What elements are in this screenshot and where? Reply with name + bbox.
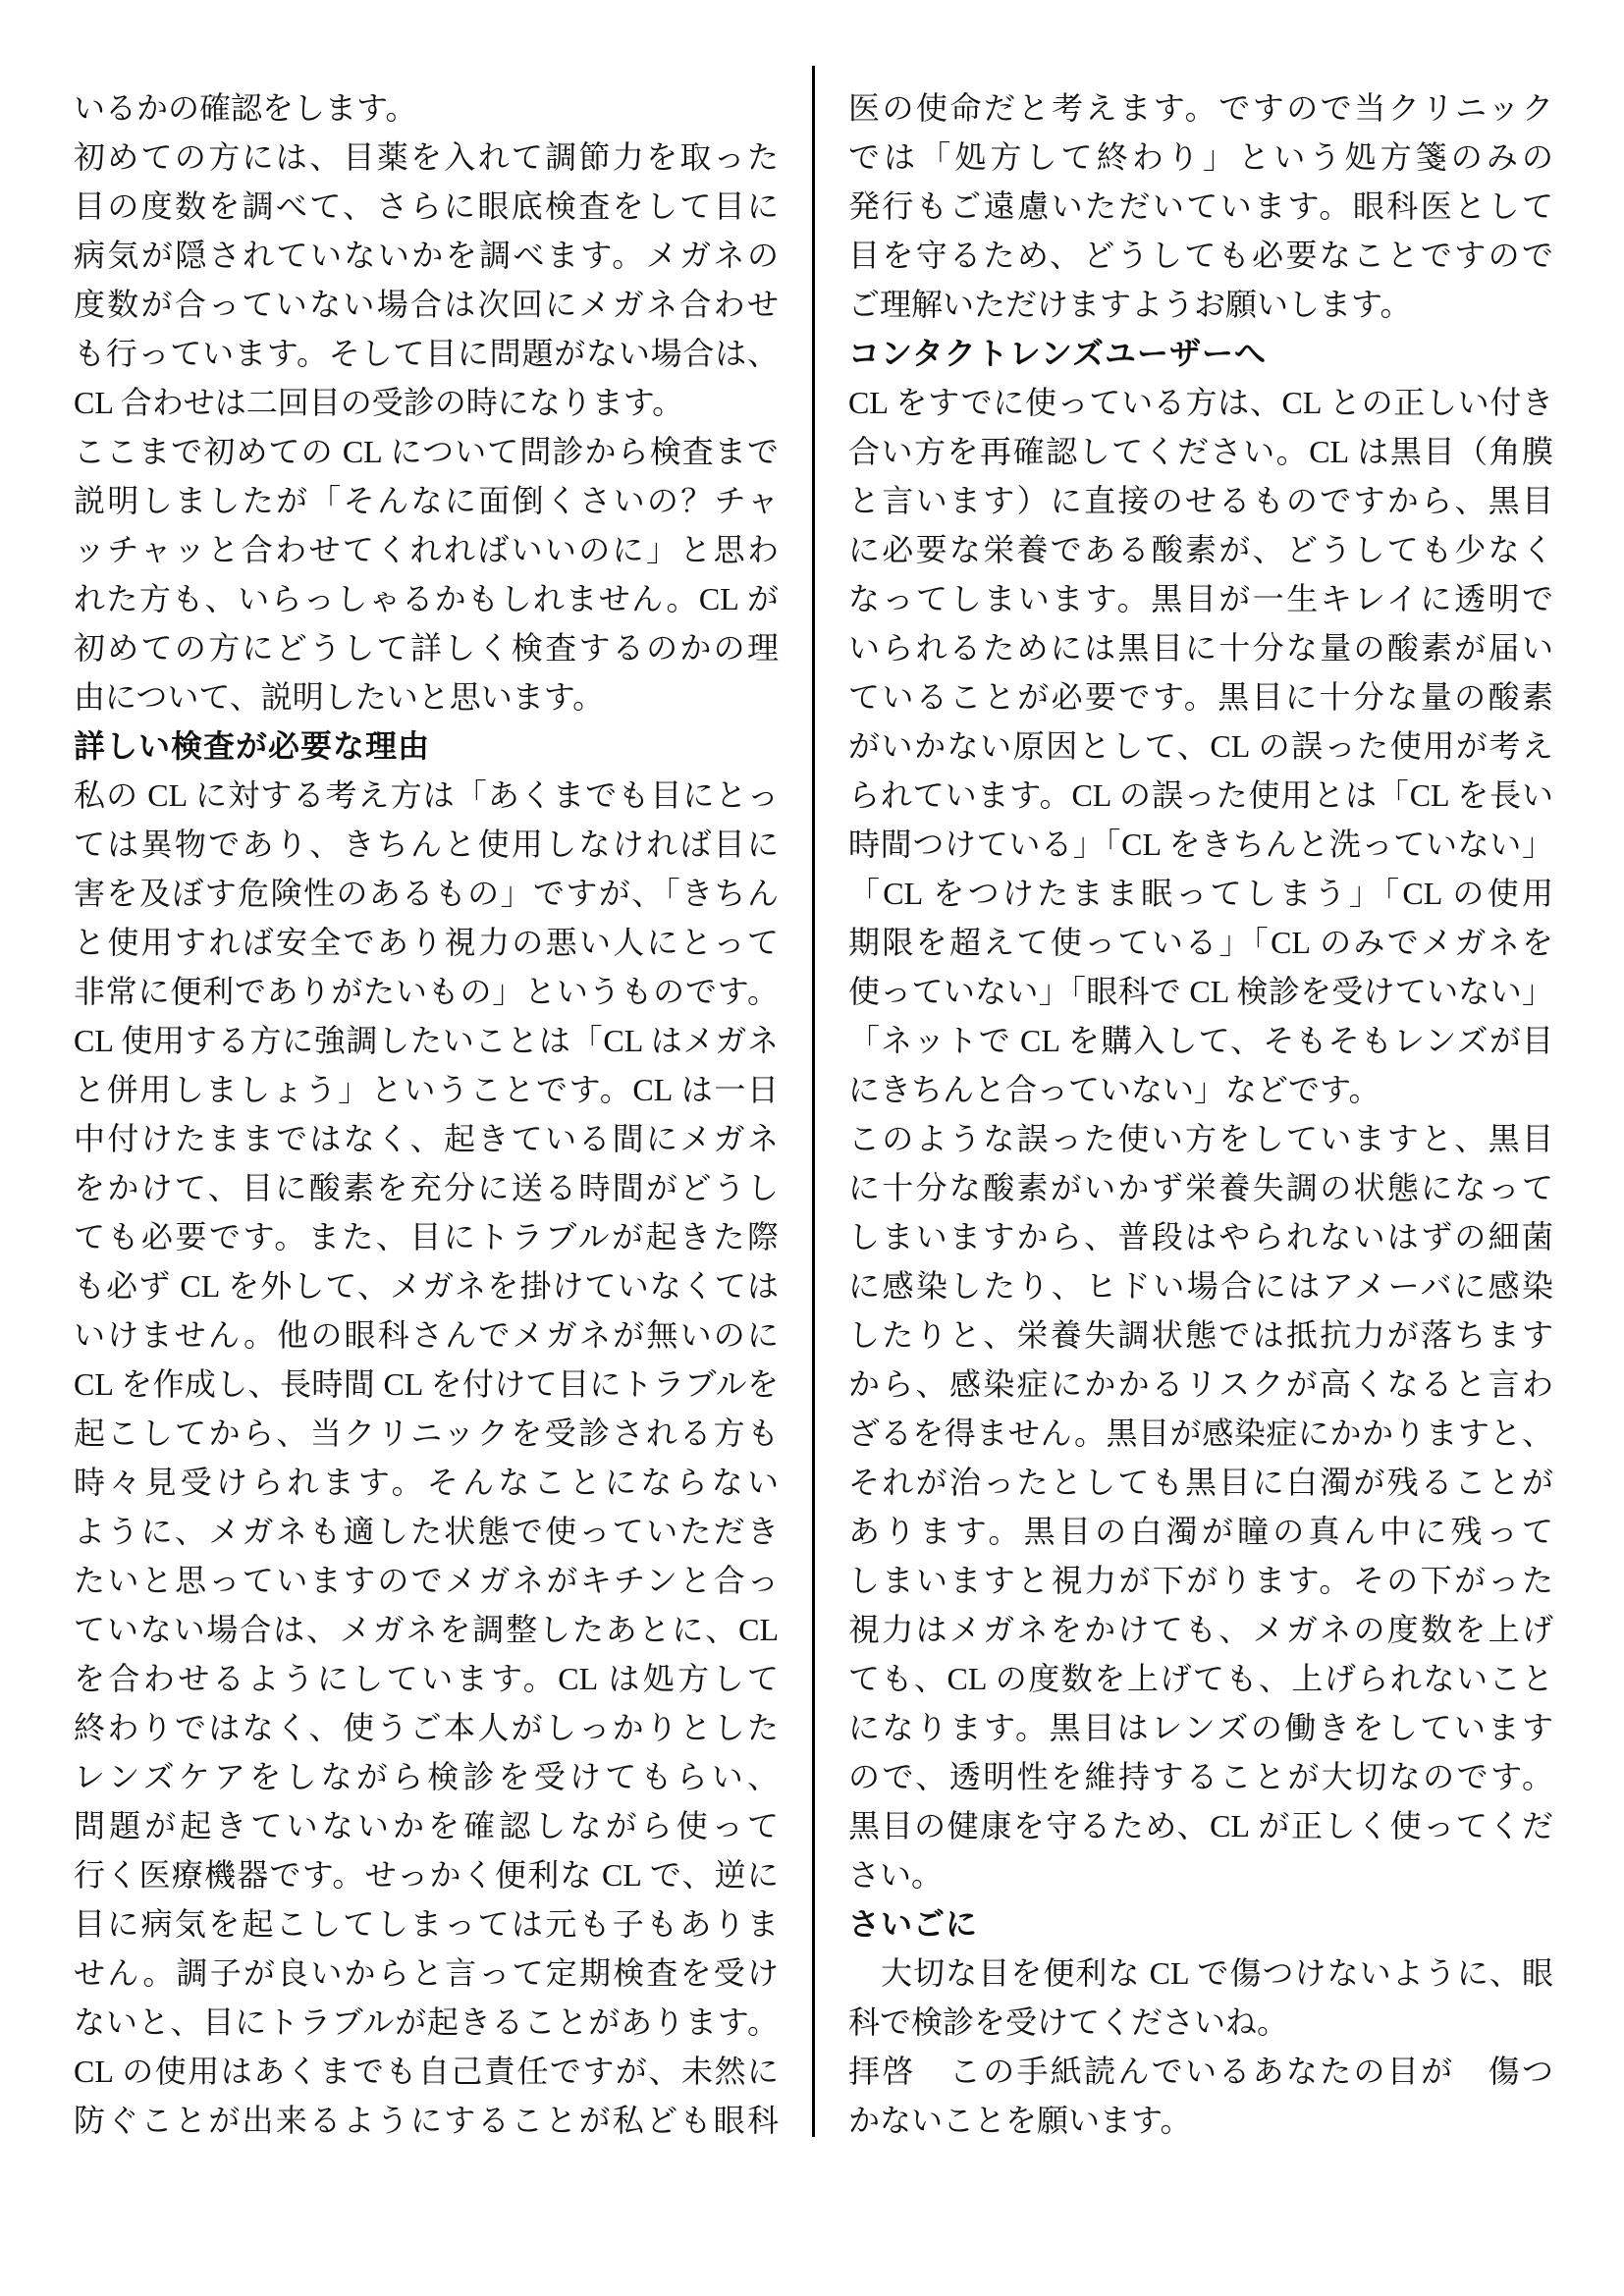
text-line: 由について、説明したいと思います。 <box>74 679 605 715</box>
text-line: 合い方を再確認してください。CL は黒目（角膜 <box>848 434 1553 469</box>
text-line: レンズケアをしながら検診を受けてもらい、 <box>74 1759 779 1794</box>
text-line: ても、CL の度数を上げても、上げられないこと <box>848 1661 1553 1696</box>
text-line: 害を及ぼす危険性のあるもの」ですが、「きちん <box>74 876 779 911</box>
section-heading: 詳しい検査が必要な理由 <box>74 728 431 764</box>
text-line: 問題が起きていないかを確認しながら使って <box>74 1808 779 1843</box>
text-line: したりと、栄養失調状態では抵抗力が落ちます <box>848 1317 1553 1353</box>
text-line: 拝啓 この手紙読んでいるあなたの目が 傷つ <box>848 2054 1553 2089</box>
text-line: このような誤った使い方をしていますと、黒目 <box>848 1121 1553 1156</box>
text-line: 黒目の健康を守るため、CL が正しく使ってくだ <box>848 1808 1553 1843</box>
text-line: CL を作成し、長時間 CL を付けて目にトラブルを <box>74 1366 779 1402</box>
text-line: も行っています。そして目に問題がない場合は、 <box>74 336 779 371</box>
text-line: 発行もご遠慮いただいています。眼科医として <box>848 188 1553 224</box>
text-line: 時々見受けられます。そんなことにならない <box>74 1465 779 1500</box>
text-line: CL の使用はあくまでも自己責任ですが、未然に <box>74 2054 779 2089</box>
text-line: れた方も、いらっしゃるかもしれません。CL が <box>74 581 779 616</box>
text-line: に十分な酸素がいかず栄養失調の状態になって <box>848 1170 1553 1205</box>
text-line: も必ず CL を外して、メガネを掛けていなくては <box>74 1268 779 1304</box>
text-line: 使っていない」「眼科で CL 検診を受けていない」 <box>848 974 1553 1009</box>
text-line: たいと思っていますのでメガネがキチンと合っ <box>74 1563 779 1598</box>
text-line: 医の使命だと考えます。ですので当クリニック <box>848 90 1553 126</box>
text-line: 終わりではなく、使うご本人がしっかりとした <box>74 1710 779 1745</box>
text-line: ていることが必要です。黒目に十分な量の酸素 <box>848 679 1553 715</box>
text-line: 科で検診を受けてくださいね。 <box>848 2004 1289 2040</box>
text-line: ても必要です。また、目にトラブルが起きた際 <box>74 1219 779 1255</box>
text-line: さい。 <box>848 1857 944 1893</box>
text-line: いられるためには黒目に十分な量の酸素が届い <box>848 630 1553 666</box>
text-line: 防ぐことが出来るようにすることが私ども眼科 <box>74 2103 779 2138</box>
text-line: 度数が合っていない場合は次回にメガネ合わせ <box>74 287 779 322</box>
text-line: と使用すれば安全であり視力の悪い人にとって <box>74 925 779 960</box>
text-line: ないと、目にトラブルが起きることがあります。 <box>74 2004 779 2040</box>
text-line: にきちんと合っていない」などです。 <box>848 1072 1380 1107</box>
text-line: 「ネットで CL を購入して、そもそもレンズが目 <box>848 1023 1553 1058</box>
text-line: になります。黒目はレンズの働きをしています <box>848 1710 1553 1745</box>
text-line: 初めての方には、目薬を入れて調節力を取った <box>74 139 779 175</box>
text-line: では「処方して終わり」という処方箋のみの <box>848 139 1553 175</box>
text-line: ざるを得ません。黒目が感染症にかかりますと、 <box>848 1415 1553 1451</box>
section-heading: さいごに <box>848 1906 979 1942</box>
text-line: いるかの確認をします。 <box>74 90 417 126</box>
text-line: 説明しましたが「そんなに面倒くさいの？チャ <box>74 483 779 518</box>
text-line: 病気が隠されていないかを調べます。メガネの <box>74 238 779 273</box>
text-line: ては異物であり、きちんと使用しなければ目に <box>74 827 779 862</box>
text-line: ここまで初めての CL について問診から検査まで <box>74 434 779 469</box>
text-line: 時間つけている」「CL をきちんと洗っていない」 <box>848 827 1553 862</box>
text-line: に感染したり、ヒドい場合にはアメーバに感染 <box>848 1268 1553 1304</box>
text-line: せん。調子が良いからと言って定期検査を受け <box>74 1955 779 1991</box>
text-line: あります。黒目の白濁が瞳の真ん中に残って <box>848 1514 1553 1549</box>
text-line: 「CL をつけたまま眠ってしまう」「CL の使用 <box>848 876 1553 911</box>
text-line: それが治ったとしても黒目に白濁が残ることが <box>848 1465 1553 1500</box>
text-line: 期限を超えて使っている」「CL のみでメガネを <box>848 925 1553 960</box>
text-line: られています。CL の誤った使用とは「CL を長い <box>848 777 1553 813</box>
text-line: から、感染症にかかるリスクが高くなると言わ <box>848 1366 1553 1402</box>
text-line: なってしまいます。黒目が一生キレイに透明で <box>848 581 1553 616</box>
text-line: と言います）に直接のせるものですから、黒目 <box>848 483 1553 518</box>
text-line: 視力はメガネをかけても、メガネの度数を上げ <box>848 1612 1553 1647</box>
text-line: しまいますから、普段はやられないはずの細菌 <box>848 1219 1553 1255</box>
text-line: 中付けたままではなく、起きている間にメガネ <box>74 1121 779 1156</box>
text-line: 初めての方にどうして詳しく検査するのかの理 <box>74 630 779 666</box>
text-line: ように、メガネも適した状態で使っていただき <box>74 1514 779 1549</box>
text-line: ていない場合は、メガネを調整したあとに、CL <box>74 1612 779 1647</box>
text-line: に必要な栄養である酸素が、どうしても少なく <box>848 532 1553 567</box>
text-line: をかけて、目に酸素を充分に送る時間がどうし <box>74 1170 779 1205</box>
text-line: 行く医療機器です。せっかく便利な CL で、逆に <box>74 1857 779 1893</box>
text-line: 私の CL に対する考え方は「あくまでも目にとっ <box>74 777 779 813</box>
text-line: 大切な目を便利な CL で傷つけないように、眼 <box>848 1955 1553 1991</box>
text-line: を合わせるようにしています。CL は処方して <box>74 1661 779 1696</box>
text-line: ッチャッと合わせてくれればいいのに」と思わ <box>74 532 779 567</box>
text-line: いけません。他の眼科さんでメガネが無いのに <box>74 1317 779 1353</box>
text-line: と併用しましょう」ということです。CL は一日 <box>74 1072 779 1107</box>
column-divider-rule <box>812 66 815 2137</box>
text-line: ご理解いただけますようお願いします。 <box>848 287 1412 322</box>
text-line: がいかない原因として、CL の誤った使用が考え <box>848 728 1553 764</box>
text-line: CL 使用する方に強調したいことは「CL はメガネ <box>74 1023 779 1058</box>
text-line: 目の度数を調べて、さらに眼底検査をして目に <box>74 188 779 224</box>
right-text-column <box>848 83 1553 2145</box>
left-text-column <box>74 83 779 2145</box>
text-line: 目を守るため、どうしても必要なことですので <box>848 238 1553 273</box>
text-line: CL をすでに使っている方は、CL との正しい付き <box>848 385 1553 420</box>
text-line: 起こしてから、当クリニックを受診される方も <box>74 1415 779 1451</box>
text-line: 非常に便利でありがたいもの」というものです。 <box>74 974 779 1009</box>
section-heading: コンタクトレンズユーザーへ <box>848 336 1267 371</box>
text-line: 目に病気を起こしてしまっては元も子もありま <box>74 1906 779 1942</box>
text-line: ので、透明性を維持することが大切なのです。 <box>848 1759 1553 1794</box>
text-line: CL 合わせは二回目の受診の時になります。 <box>74 385 684 420</box>
text-line: しまいますと視力が下がります。その下がった <box>848 1563 1553 1598</box>
text-line: かないことを願います。 <box>848 2103 1192 2138</box>
